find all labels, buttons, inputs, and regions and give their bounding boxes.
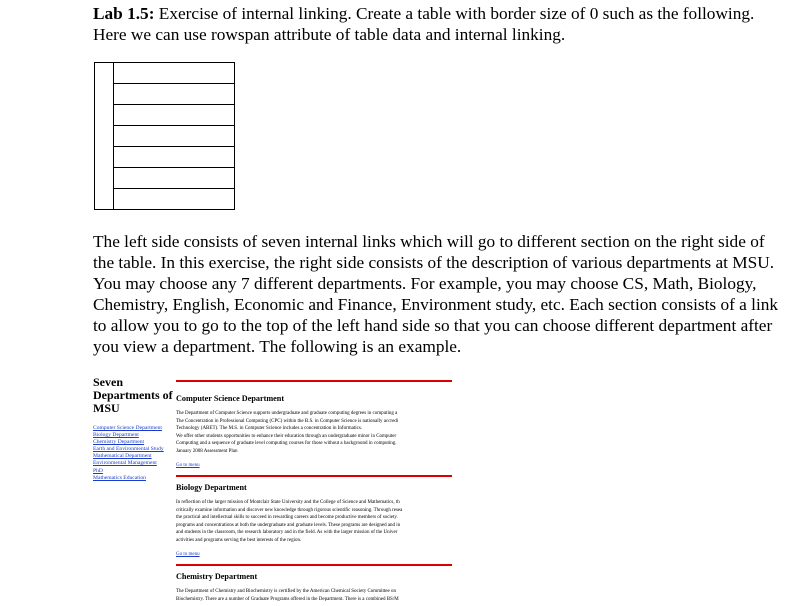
- section-divider: [176, 380, 452, 382]
- section-divider: [176, 475, 452, 477]
- dept-link-biology[interactable]: Biology Department: [93, 432, 139, 439]
- example-title-line: Departments of: [93, 388, 173, 402]
- department-link-list: [93, 425, 179, 482]
- sample-table-rowspan-cell: [95, 63, 114, 209]
- example-title-line: MSU: [93, 401, 120, 415]
- dept-link-mathematical[interactable]: Mathematical Department: [93, 453, 152, 460]
- go-to-menu-link[interactable]: Go to menu: [176, 462, 200, 468]
- sample-table-cell: [114, 84, 234, 105]
- sample-table-right-column: [114, 63, 234, 209]
- dept-heading: Biology Department: [176, 483, 247, 492]
- sample-table-cell: [114, 63, 234, 84]
- dept-description: [176, 499, 456, 545]
- lab-heading: [93, 3, 783, 45]
- dept-description-line: Computing and a sequence of graduate level computing courses for those without a background in computing.: [176, 441, 397, 447]
- dept-description-line: programs and concentrations at both the undergraduate and graduate levels. These programs are designed and in: [176, 522, 401, 528]
- dept-heading: Chemistry Department: [176, 572, 258, 581]
- dept-description-line: The Concentration in Professional Computing (CPC) within the B.S. in Computer Science is nationally accredi: [176, 418, 399, 424]
- go-to-menu-link[interactable]: Go to menu: [176, 551, 200, 557]
- dept-description-line: the practical and intellectual skills to succeed in rewarding careers and become productive members of society.: [176, 515, 398, 521]
- dept-description-line: In reflection of the larger mission of Montclair State University and the College of Science and Mathematics, th: [176, 500, 400, 505]
- dept-link-chemistry[interactable]: Chemistry Department: [93, 439, 145, 446]
- exercise-description: The left side consists of seven internal links which will go to different section on the right side of the table. In this exercise, the right side consists of the description of various departments at MSU. You may choose any 7 different departments. For example, you may choose CS, Math, Biology, Chemistry, English, Economic and Finance, Environment study, etc. Each section consists of a link to allow you to go to the top of the left hand side so that you can choose different department after you view a department. The following is an example.: [93, 232, 779, 356]
- dept-link-phd[interactable]: PhD: [93, 467, 103, 474]
- sample-table-cell: [114, 105, 234, 126]
- sample-table: [94, 62, 235, 210]
- example-title: [93, 376, 183, 415]
- dept-heading: Computer Science Department: [176, 394, 285, 403]
- sample-table-cell: [114, 168, 234, 189]
- sample-table-cell: [114, 126, 234, 147]
- dept-description: [176, 588, 456, 603]
- lab-instructions: Exercise of internal linking. Create a table with border size of 0 such as the following. Here we can use rowspan attribute of table data and internal linking.: [93, 4, 755, 44]
- dept-link-environmental-management[interactable]: Environmental Management: [93, 460, 157, 467]
- dept-section-chemistry: [176, 572, 456, 603]
- dept-description-line: Biochemistry. There are a number of Graduate Programs offered in the Department. There is a combined BS/M: [176, 596, 399, 602]
- dept-link-earth-environmental[interactable]: Earth and Environmental Study: [93, 446, 164, 453]
- dept-link-mathematics-education[interactable]: Mathematics Education: [93, 474, 146, 481]
- dept-description-line: Technology (ABET). The M.S. in Computer Science includes a concentration in Informatics.: [176, 426, 363, 432]
- sample-table-cell: [114, 189, 234, 209]
- dept-description-line: The Department of Computer Science supports undergraduate and graduate computing degrees in computing a: [176, 411, 398, 416]
- dept-description-line: The Department of Chemistry and Biochemistry is certified by the American Chemical Society Committee on: [176, 589, 396, 594]
- dept-section-biology: [176, 483, 456, 558]
- dept-description-line: We offer other students opportunities to enhance their education through an undergraduate minor in Computer: [176, 433, 397, 439]
- dept-section-computer-science: [176, 394, 456, 469]
- dept-link-computer-science[interactable]: Computer Science Department: [93, 425, 162, 431]
- section-divider: [176, 564, 452, 566]
- dept-description-line: and students in the classroom, the research laboratory and in the field. As with the larger mission of the Univer: [176, 530, 398, 536]
- example-title-line: Seven: [93, 376, 123, 389]
- lab-label: Lab 1.5:: [93, 4, 155, 23]
- dept-description-line: activities and programs serving the best interests of the region.: [176, 537, 302, 543]
- dept-description-line: critically examine information and discover new knowledge through rigorous scientific reasoning. Through resea: [176, 507, 403, 513]
- example-screenshot: [93, 376, 463, 606]
- sample-table-cell: [114, 147, 234, 168]
- dept-description: [176, 410, 456, 456]
- dept-description-line: January 2008 Assessment Plan: [176, 448, 238, 454]
